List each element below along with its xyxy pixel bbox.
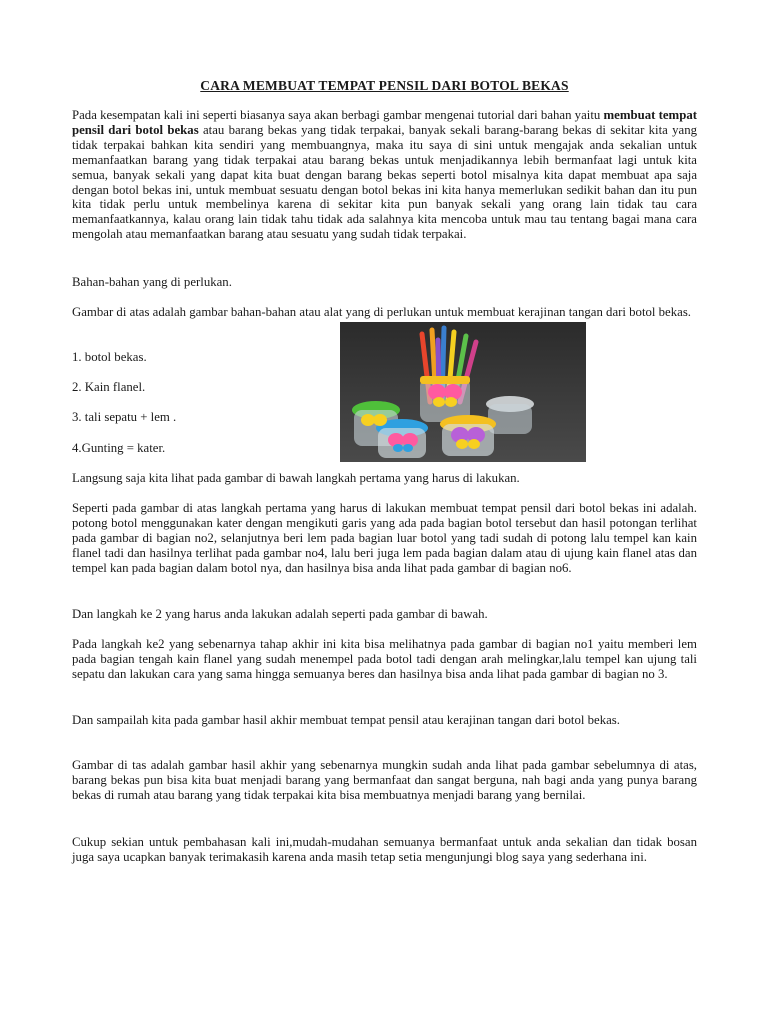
intro-paragraph <box>72 108 697 242</box>
step-intro-paragraph: Langsung saja kita lihat pada gambar di bawah langkah pertama yang harus di lakukan. <box>72 471 520 485</box>
material-item-1: 1. botol bekas. <box>72 350 147 364</box>
intro-text: Pada kesempatan kali ini seperti biasanya saya akan berbagi gambar mengenai tutorial dari bahan yaitu <box>72 108 604 122</box>
material-item-3: 3. tali sepatu + lem . <box>72 410 177 424</box>
material-item-4: 4.Gunting = kater. <box>72 441 166 455</box>
materials-description <box>72 305 697 320</box>
materials-heading: Bahan-bahan yang di perlukan. <box>72 275 232 289</box>
intro-bold-text: membuat tempat pensil dari botol bekas <box>72 108 697 137</box>
intro-text-rest: atau barang bekas yang tidak terpakai, banyak sekali barang-barang bekas di sekitar kita yang tidak terpakai bahkan kita sendiri yang membuangnya, maka itu saya di sini untuk mengajak anda sekalian untuk memanfaatkan barang yang tidak terpakai atau barang bekas untuk menjadikannya lebih bermanfaat lagi untuk kita semua, banyak sekali yang dapat kita buat dengan barang bekas seperti botol misalnya kita dapat membuat apa saja dengan botol bekas ini, untuk membuat sesuatu dengan botol bekas ini kita hanya memerlukan sedikit bahan dan itu pun kita tidak perlu untuk membelinya karena di sekitar kita pun banyak sekali yang orang lain tidak tau cara memanfaatkannya, kalau orang lain tidak tahu tidak ada salahnya kita mencoba untuk mau tau tentang bagai mana cara mengolah atau memanfaatkan barang atau sesuatu yang sudah tidak terpakai. <box>72 122 697 242</box>
materials-description-text: Gambar di atas adalah gambar bahan-bahan atau alat yang di perlukan untuk membuat kerajinan tangan dari botol bekas. <box>72 305 691 319</box>
step-one-paragraph: Seperti pada gambar di atas langkah pertama yang harus di lakukan membuat tempat pensil dari botol bekas ini adalah. potong botol menggunakan kater dengan mengikuti garis yang ada pada bagian botol tersebut dan hasil potongan terlihat pada gambar di bagian no2, selanjutnya beri lem pada bagian luar botol yang tadi sudah di potong lalu tempel kan kain flanel tadi dan hasilnya terlihat pada gambar no4, lalu beri juga lem pada bagian dalam atau di ujung kain flanel atas dan tempel kan pada bagian dalam botol nya, dan hasilnya bisa anda lihat pada gambar di bagian no6. <box>72 501 697 575</box>
final-result-intro-paragraph: Dan sampailah kita pada gambar hasil akhir membuat tempat pensil atau kerajinan tangan dari botol bekas. <box>72 713 620 727</box>
closing-paragraph: Cukup sekian untuk pembahasan kali ini,mudah-mudahan semuanya bermanfaat untuk anda sekalian dan tidak bosan juga saya ucapkan banyak terimakasih karena anda masih tetap setia mengunjungi blog saya yang sederhana ini. <box>72 835 697 864</box>
step-two-paragraph: Pada langkah ke2 yang sebenarnya tahap akhir ini kita bisa melihatnya pada gambar di bagian no1 yaitu memberi lem pada bagian tengah kain flanel yang sudah menempel pada botol tadi dengan arah melingkar,lalu tempel kan ujung tali sepatu dan lakukan cara yang sama hingga semuanya beres dan hasilnya bisa anda lihat pada gambar di bagian no 3. <box>72 637 697 681</box>
pencil-holder-photo <box>340 322 586 462</box>
material-item-2: 2. Kain flanel. <box>72 380 146 394</box>
step-two-intro-paragraph: Dan langkah ke 2 yang harus anda lakukan adalah seperti pada gambar di bawah. <box>72 607 488 621</box>
document-title: CARA MEMBUAT TEMPAT PENSIL DARI BOTOL BEKAS <box>200 78 569 93</box>
final-result-paragraph: Gambar di tas adalah gambar hasil akhir yang sebenarnya mungkin sudah anda lihat pada gambar sebelumnya di atas, barang bekas pun bisa kita buat menjadi barang yang bermanfaat dan sangat berguna, nah bagi anda yang punya barang bekas di rumah atau barang yang tidak terpakai kita bisa membuatnya menjadi barang yang bernilai. <box>72 758 697 802</box>
